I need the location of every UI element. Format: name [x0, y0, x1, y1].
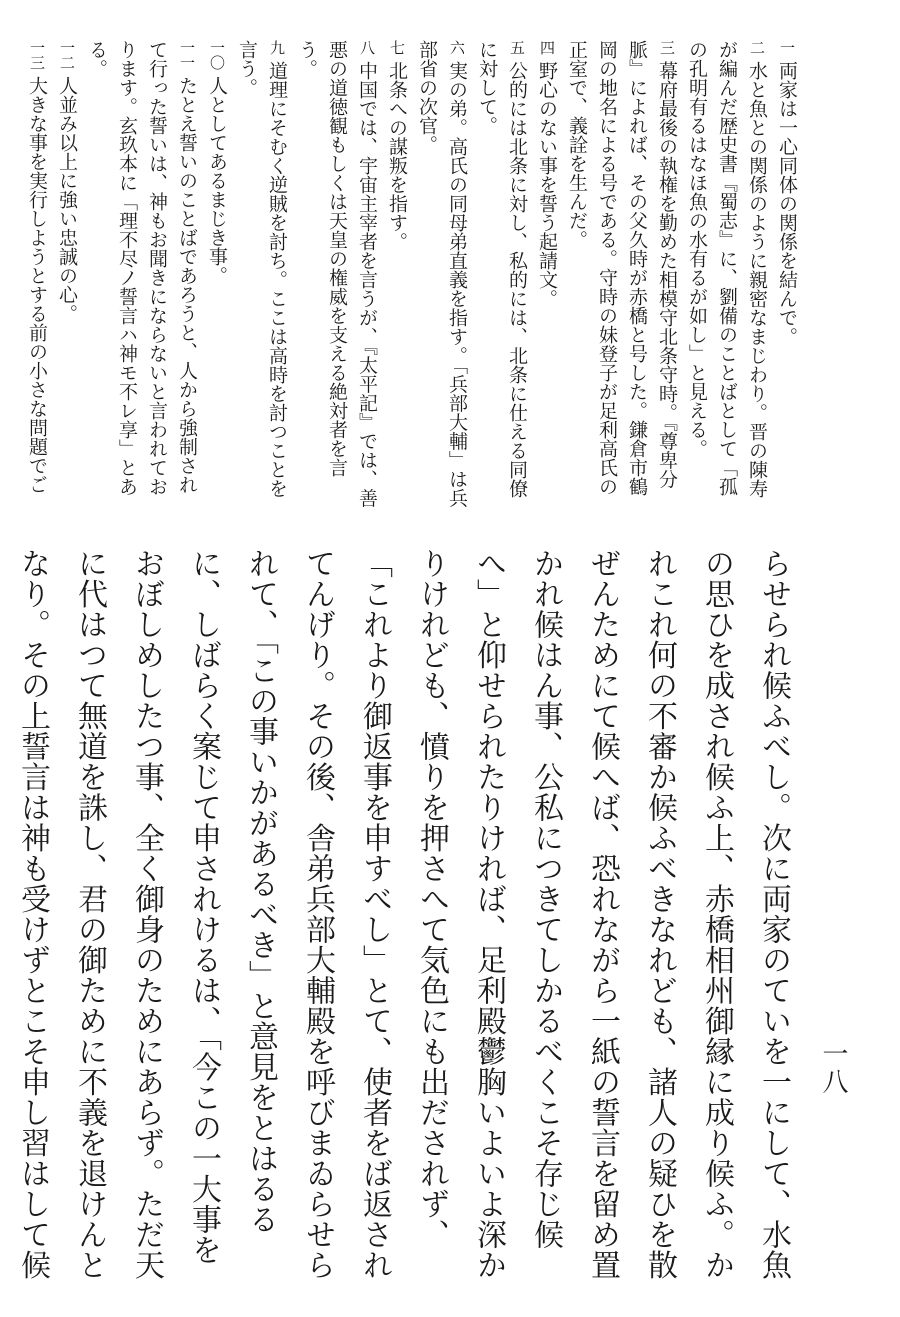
- note-7: [382, 40, 412, 510]
- note-12: [52, 40, 82, 510]
- note-number: 三: [658, 40, 676, 55]
- note-number: 一: [778, 40, 796, 55]
- note-13: [22, 40, 52, 510]
- commentary-notes: [26, 40, 802, 510]
- note-text: 幕府最後の執権を勤めた相模守北条守時。『尊卑分脈』によれば、その父久時が赤橋と号した。鎌倉市鶴岡の地名による号である。守時の妹登子が足利高氏の正室で、義詮を生んだ。: [566, 40, 678, 496]
- note-text: 人としてあるまじき事。: [206, 76, 228, 285]
- note-3: [562, 40, 682, 510]
- note-4: [532, 40, 562, 510]
- note-text: 北条への謀叛を指す。: [386, 61, 408, 251]
- note-text: 中国では、宇宙主宰者を言うが、『太平記』では、善悪の道徳観もしくは天皇の権威を支える絶対者を言う。: [296, 40, 378, 508]
- note-number: 六: [448, 40, 466, 55]
- note-11: [82, 40, 202, 510]
- page-number: 一八: [818, 1040, 848, 1096]
- note-9: [232, 40, 292, 510]
- note-1: [772, 40, 802, 510]
- note-5: [472, 40, 532, 510]
- note-8: [292, 40, 382, 510]
- note-number: 五: [508, 40, 526, 55]
- note-6: [412, 40, 472, 510]
- note-text: 人並み以上に強い忠誠の心。: [56, 76, 78, 323]
- note-text: 野心のない事を誓う起請文。: [536, 61, 558, 308]
- note-number: 一一: [178, 40, 196, 70]
- note-number: 二: [748, 40, 766, 55]
- note-number: 四: [538, 40, 556, 55]
- note-text: 道理にそむく逆賊を討ち。ここは高時を討つことを言う。: [236, 40, 288, 498]
- body-paragraph: らせられ候ふべし。次に両家のていを一にして、水魚の思ひを成され候ふ上、赤橋相州御縁に成り候ふ。かれこれ何の不審か候ふべきなれども、諸人の疑ひを散ぜんためにて候へば、恐れながら一紙の誓言を留め置かれ候はん事、公私につきてしかるべくこそ存じ候へ」と仰せられたりければ、足利殿鬱胸いよいよ深かりけれども、憤りを押さへて気色にも出だされず、「これより御返事を申すべし」とて、使者をば返されてんげり。その後、舎弟兵部大輔殿を呼びまゐらせられて、「この事いかがあるべき」と意見をとはるるに、しばらく案じて申されけるは、「今この一大事をおぼしめしたつ事、全く御身のためにあらず。ただ天に代はつて無道を誅し、君の御ために不義を退けんとなり。その上誓言は神も受けずとこそ申し習はして候: [15, 548, 791, 1280]
- note-number: 一二: [58, 40, 76, 70]
- note-number: 七: [388, 40, 406, 55]
- note-text: 大きな事を実行しようとする前の小さな問題でご: [26, 76, 48, 494]
- note-number: 一〇: [208, 40, 226, 70]
- note-number: 八: [358, 40, 376, 55]
- note-2: [682, 40, 772, 510]
- note-text: 両家は一心同体の関係を結んで。: [776, 61, 798, 346]
- note-text: 公的には北条に対し、私的には、北条に仕える同僚に対して。: [476, 40, 528, 498]
- main-body-text: [15, 548, 802, 1288]
- note-number: 一三: [28, 40, 46, 70]
- note-text: たとえ誓いのことばであろうと、人から強制されて行った誓いは、神もお聞きにならないと言われております。玄玖本に「理不尽ノ誓言ハ神モ不レ享」とある。: [86, 40, 198, 496]
- note-text: 水と魚との関係のように親密なまじわり。晋の陳寿が編んだ歴史書『蜀志』に、劉備のことばとして「孤の孔明有るはなほ魚の水有るが如し」と見える。: [686, 40, 768, 498]
- note-number: 九: [268, 40, 286, 55]
- note-text: 実の弟。高氏の同母弟直義を指す。「兵部大輔」は兵部省の次官。: [416, 40, 468, 508]
- note-10: [202, 40, 232, 510]
